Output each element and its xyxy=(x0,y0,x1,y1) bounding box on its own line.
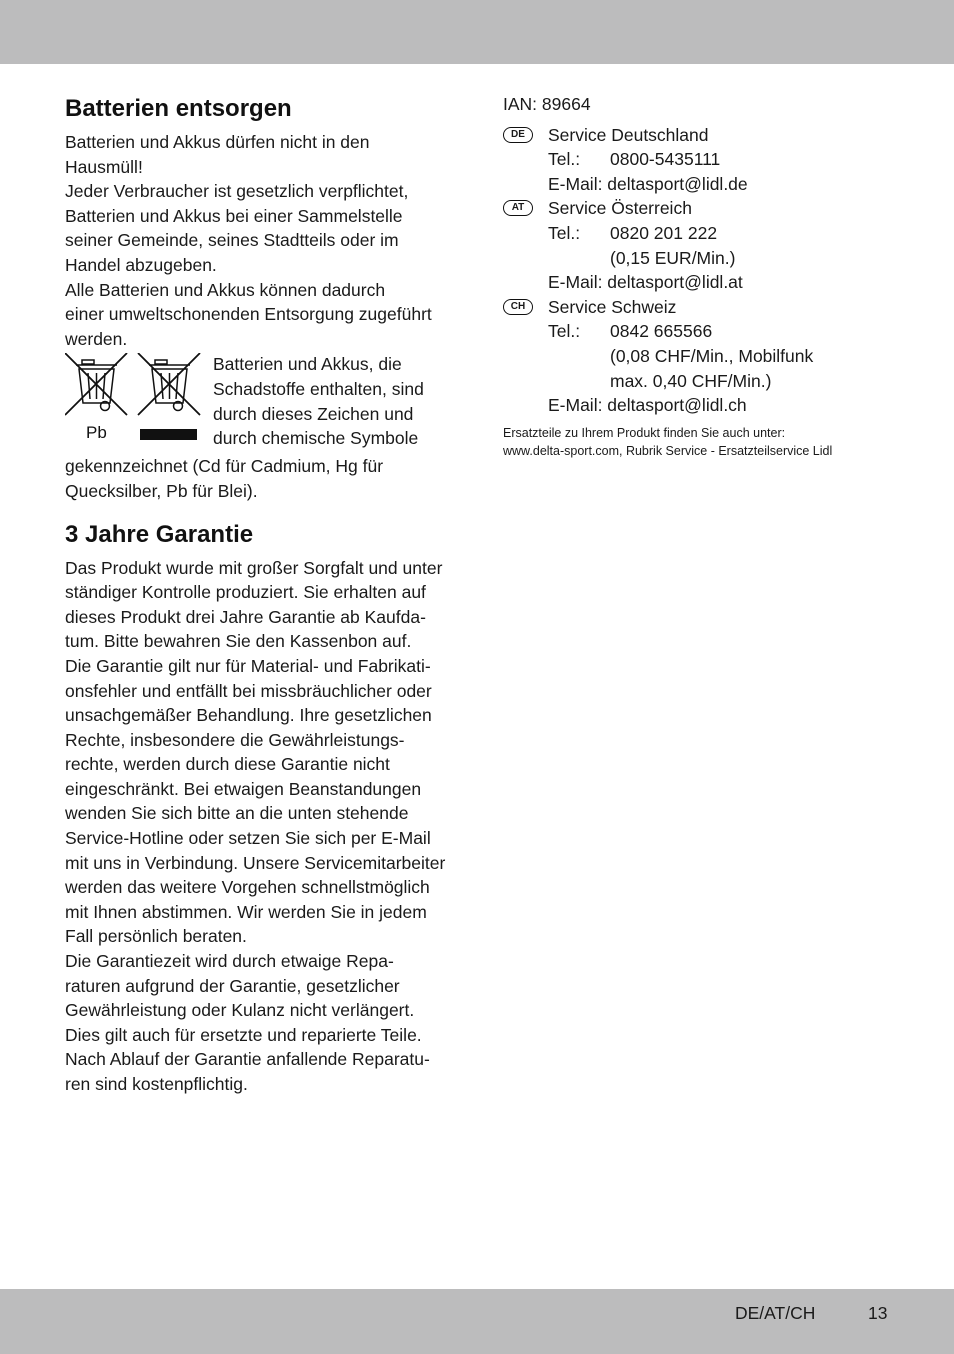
ian-number: IAN: 89664 xyxy=(503,94,591,114)
phone-number: 0800-5435111 xyxy=(610,149,721,170)
text-line: mit uns in Verbindung. Unsere Servicemitarbeiter xyxy=(65,852,446,873)
text-line: werden. xyxy=(65,328,128,349)
text-line: gekennzeichnet (Cd für Cadmium, Hg für xyxy=(65,456,384,477)
text-line: Batterien und Akkus dürfen nicht in den xyxy=(65,132,370,152)
text-line: ständiger Kontrolle produziert. Sie erhalten auf xyxy=(65,582,426,603)
ch-country-badge: CH xyxy=(503,299,533,315)
text-line: Fall persönlich beraten. xyxy=(65,926,247,947)
spare-parts-line: Ersatzteile zu Ihrem Produkt finden Sie auch unter: xyxy=(503,425,786,440)
text-line: Quecksilber, Pb für Blei). xyxy=(65,480,258,501)
service-block-ch xyxy=(503,295,903,418)
warranty-heading: 3 Jahre Garantie xyxy=(65,520,254,548)
text-line: Jeder Verbraucher ist gesetzlich verpflichtet, xyxy=(65,181,409,202)
text-line: rechte, werden durch diese Garantie nicht xyxy=(65,754,390,775)
text-line: onsfehler und entfällt bei missbräuchlicher oder xyxy=(65,680,432,701)
text-line: Batterien und Akkus bei einer Sammelstelle xyxy=(65,205,403,226)
text-line: werden das weitere Vorgehen schnellstmöglich xyxy=(65,877,430,898)
text-line: Handel abzugeben. xyxy=(65,254,217,275)
text-line: durch chemische Symbole xyxy=(213,428,419,449)
text-line: Die Garantie gilt nur für Material- und Fabrikati- xyxy=(65,655,431,676)
header-band xyxy=(0,0,954,64)
text-line: Batterien und Akkus, die xyxy=(213,354,402,375)
spare-parts-url: www.delta-sport.com, Rubrik Service - Ersatzteilservice Lidl xyxy=(503,443,833,458)
text-line: tum. Bitte bewahren Sie den Kassenbon auf. xyxy=(65,631,412,652)
text-line: unsachgemäßer Behandlung. Ihre gesetzlichen xyxy=(65,705,432,726)
email-text: E-Mail: deltasport@lidl.at xyxy=(548,272,743,293)
pb-label: Pb xyxy=(86,423,107,443)
phone-rate: (0,15 EUR/Min.) xyxy=(610,247,736,268)
phone-row xyxy=(548,319,903,344)
text-line: Die Garantiezeit wird durch etwaige Repa- xyxy=(65,951,394,972)
text-line: Rechte, insbesondere die Gewährleistungs- xyxy=(65,729,405,750)
service-name: Service Österreich xyxy=(548,198,692,219)
tel-label: Tel.: xyxy=(548,149,581,170)
text-line: Gewährleistung oder Kulanz nicht verlängert. xyxy=(65,1000,415,1021)
at-country-badge: AT xyxy=(503,200,533,216)
black-bar xyxy=(140,429,197,440)
text-line: Service-Hotline oder setzen Sie sich per E-Mail xyxy=(65,828,431,849)
right-column xyxy=(503,92,903,460)
phone-number: 0842 665566 xyxy=(610,321,713,342)
tel-label: Tel.: xyxy=(548,321,581,342)
warranty-paragraph xyxy=(65,556,455,1097)
phone-row xyxy=(548,147,903,172)
service-block-at xyxy=(503,196,903,294)
spare-parts-note xyxy=(503,424,903,460)
battery-paragraph-end xyxy=(65,454,455,503)
crossed-bin-icons xyxy=(65,353,205,453)
battery-heading: Batterien entsorgen xyxy=(65,95,292,122)
text-line: mit Ihnen abstimmen. Wir werden Sie in jedem xyxy=(65,901,427,922)
text-line: Hausmüll! xyxy=(65,156,143,177)
footer-region: DE/AT/CH xyxy=(735,1303,816,1323)
text-line: Alle Batterien und Akkus können dadurch xyxy=(65,279,386,300)
text-line: Schadstoffe enthalten, sind xyxy=(213,378,424,399)
battery-paragraph xyxy=(65,130,455,351)
text-line: Nach Ablauf der Garantie anfallende Reparatu- xyxy=(65,1049,430,1070)
battery-symbol-text xyxy=(213,352,424,450)
text-line: seiner Gemeinde, seines Stadtteils oder im xyxy=(65,230,399,251)
page-number: 13 xyxy=(868,1303,888,1323)
text-line: dieses Produkt drei Jahre Garantie ab Kaufda- xyxy=(65,606,426,627)
text-line: wenden Sie sich bitte an die unten stehende xyxy=(65,803,409,824)
text-line: eingeschränkt. Bei etwaigen Beanstandungen xyxy=(65,778,422,799)
crossed-bin-icon xyxy=(138,353,200,415)
phone-number: 0820 201 222 xyxy=(610,222,718,243)
text-line: durch dieses Zeichen und xyxy=(213,403,414,424)
text-line: ren sind kostenpflichtig. xyxy=(65,1074,248,1094)
crossed-bin-icon xyxy=(65,353,127,415)
tel-label: Tel.: xyxy=(548,222,581,243)
phone-rate: (0,08 CHF/Min., Mobilfunk xyxy=(610,345,814,366)
battery-symbol-row xyxy=(65,351,455,454)
phone-rate: max. 0,40 CHF/Min.) xyxy=(610,370,772,391)
email-text: E-Mail: deltasport@lidl.de xyxy=(548,173,748,194)
service-name: Service Schweiz xyxy=(548,296,677,317)
text-line: einer umweltschonenden Entsorgung zugeführt xyxy=(65,304,432,325)
email-text: E-Mail: deltasport@lidl.ch xyxy=(548,395,747,416)
text-line: raturen aufgrund der Garantie, gesetzlicher xyxy=(65,975,400,996)
service-name: Service Deutschland xyxy=(548,124,709,145)
text-line: Dies gilt auch für ersetzte und reparierte Teile. xyxy=(65,1024,422,1045)
de-country-badge: DE xyxy=(503,127,533,143)
service-block-de xyxy=(503,123,903,197)
phone-row xyxy=(548,221,903,246)
text-line: Das Produkt wurde mit großer Sorgfalt und unter xyxy=(65,557,443,578)
left-column xyxy=(65,92,455,1097)
